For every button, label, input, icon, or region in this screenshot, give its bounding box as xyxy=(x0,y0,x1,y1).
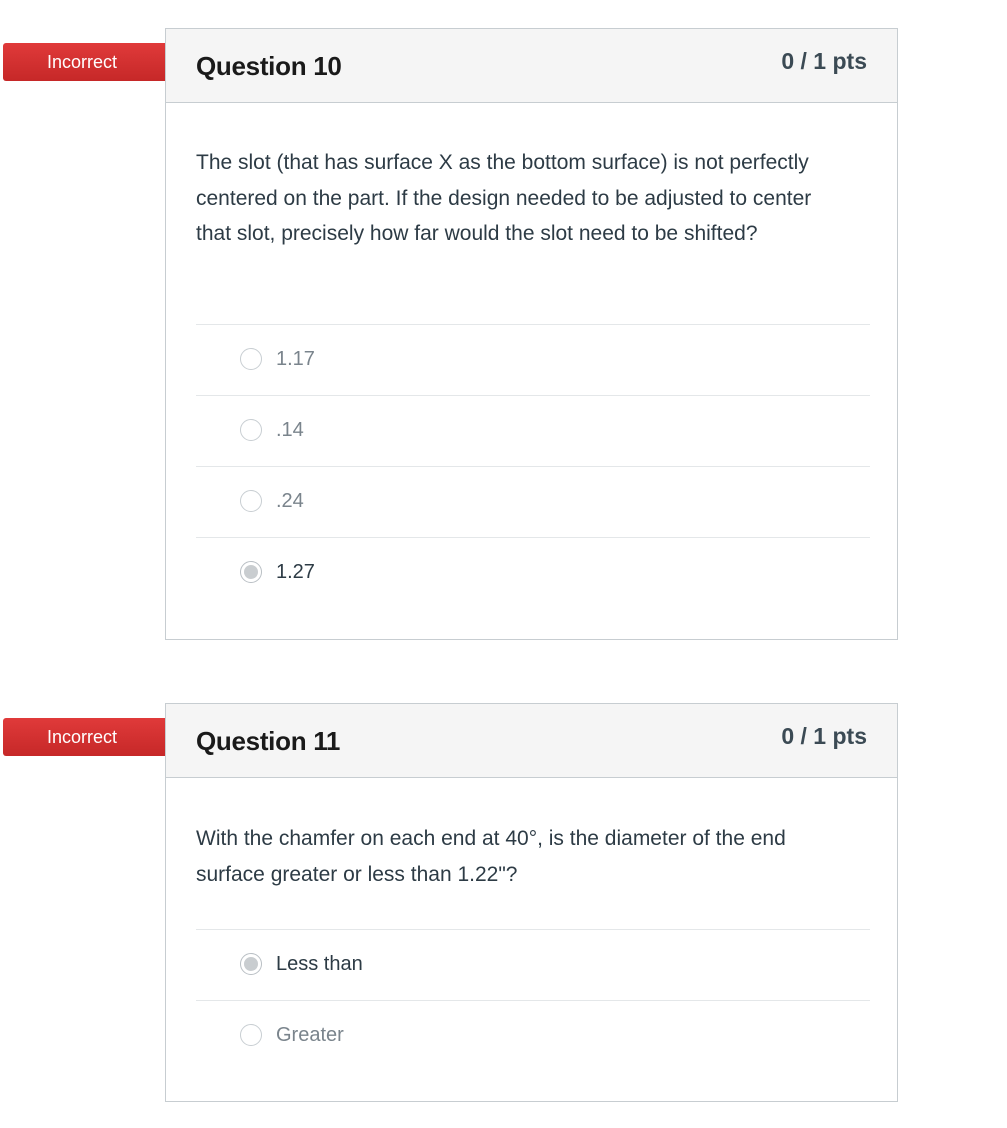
radio-button-selected[interactable] xyxy=(240,561,262,583)
answer-label: 1.17 xyxy=(276,348,315,370)
answer-label: .14 xyxy=(276,419,304,441)
question-text: With the chamfer on each end at 40°, is the diameter of the end surface greater or less than 1.22"? xyxy=(196,827,786,886)
answer-label: .24 xyxy=(276,490,304,512)
answer-list xyxy=(196,929,870,1071)
question-title: Question 11 xyxy=(196,726,341,756)
radio-button[interactable] xyxy=(240,490,262,512)
incorrect-badge: Incorrect xyxy=(3,43,173,81)
question-header xyxy=(166,704,897,778)
answer-list xyxy=(196,324,870,608)
question-header xyxy=(166,29,897,103)
question-title: Question 10 xyxy=(196,51,342,81)
question-11 xyxy=(165,703,898,1102)
radio-button[interactable] xyxy=(240,419,262,441)
question-points: 0 / 1 pts xyxy=(781,723,867,749)
answer-label: Greater xyxy=(276,1024,344,1046)
radio-button[interactable] xyxy=(240,348,262,370)
answer-option[interactable] xyxy=(196,395,870,466)
answer-label: Less than xyxy=(276,953,363,975)
answer-option-selected[interactable] xyxy=(196,537,870,608)
radio-button-selected[interactable] xyxy=(240,953,262,975)
answer-option[interactable] xyxy=(196,466,870,537)
answer-option[interactable] xyxy=(196,1000,870,1071)
answer-option[interactable] xyxy=(196,324,870,395)
answer-option-selected[interactable] xyxy=(196,929,870,1000)
question-10 xyxy=(165,28,898,640)
answer-label: 1.27 xyxy=(276,561,315,583)
question-text: The slot (that has surface X as the bottom surface) is not perfectly centered on the part. If the design needed to be adjusted to center that slot, precisely how far would the slot need to be shifted? xyxy=(196,151,812,245)
incorrect-badge: Incorrect xyxy=(3,718,173,756)
radio-button[interactable] xyxy=(240,1024,262,1046)
question-points: 0 / 1 pts xyxy=(781,48,867,74)
